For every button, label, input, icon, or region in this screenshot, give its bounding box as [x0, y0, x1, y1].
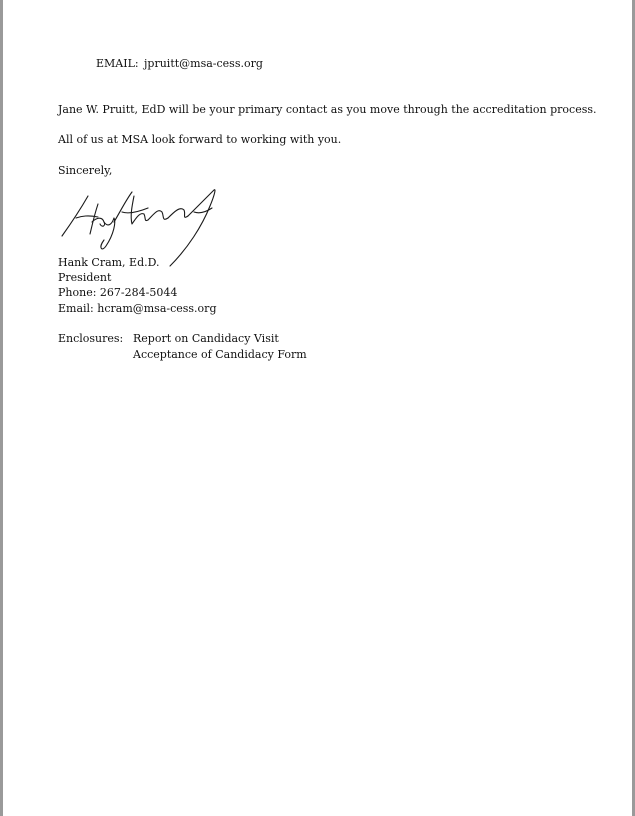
body-paragraph-primary-contact: Jane W. Pruitt, EdD will be your primary contact as you move through the accreditation process. — [58, 103, 597, 116]
contact-email-value: jpruitt@msa-cess.org — [144, 57, 263, 70]
enclosure-item: Acceptance of Candidacy Form — [133, 348, 307, 361]
signatory-phone: Phone: 267-284-5044 — [58, 286, 178, 299]
signatory-email: Email: hcram@msa-cess.org — [58, 302, 217, 315]
contact-email-label: EMAIL: — [96, 57, 139, 70]
body-paragraph-look-forward: All of us at MSA look forward to working with you. — [58, 133, 342, 146]
signatory-title: President — [58, 271, 112, 284]
enclosures-label: Enclosures: — [58, 332, 124, 345]
enclosure-item: Report on Candidacy Visit — [133, 332, 279, 345]
page-left-edge — [0, 0, 3, 816]
signatory-name: Hank Cram, Ed.D. — [58, 256, 160, 269]
closing-salutation: Sincerely, — [58, 164, 113, 177]
